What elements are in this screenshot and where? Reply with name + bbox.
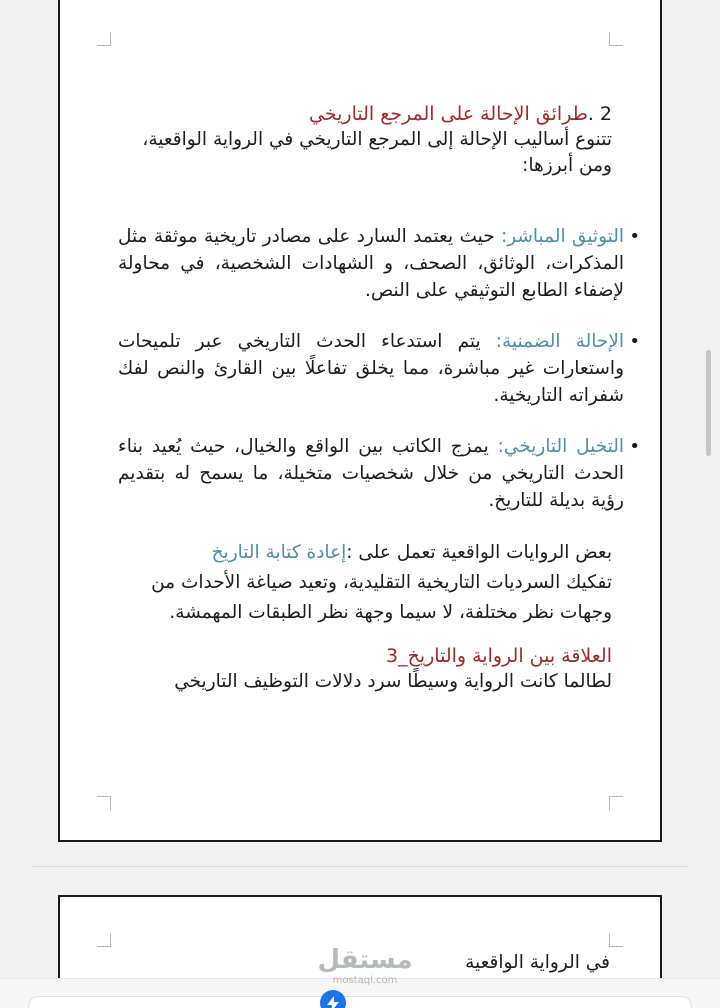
margin-corner-top-right: [609, 933, 623, 947]
section-3-heading: العلاقة بين الرواية والتاريخ_3: [385, 645, 612, 667]
bullet-term: الإحالة الضمنية:: [495, 331, 625, 352]
margin-corner-top-left: [97, 933, 111, 947]
bullet-dot: •: [629, 226, 640, 247]
section-2-heading: [118, 102, 612, 127]
watermark-brand: مستقل: [317, 945, 413, 975]
bullet-text: يمزج الكاتب بين الواقع والخيال، حيث يُعيد بناء الحدث التاريخي من خلال شخصيات متخيلة، ما يسمح له بتقديم رؤية بديلة للتاريخ.: [118, 436, 624, 511]
rewrite-history-paragraph: [118, 538, 612, 628]
section-3-text: لطالما كانت الرواية وسيطًا سرد دلالات التوظيف التاريخي: [174, 671, 612, 692]
bullet-item: [118, 433, 640, 514]
bullet-item: [118, 328, 640, 409]
section-3: [118, 644, 612, 695]
margin-corner-bottom-left: [97, 796, 111, 810]
margin-corner-top-left: [97, 32, 111, 46]
bullet-item: [118, 223, 640, 304]
rewrite-prefix: بعض الروايات الواقعية تعمل على :: [346, 542, 612, 563]
lightning-icon-glyph: [326, 996, 340, 1008]
bullet-dot: •: [629, 331, 640, 352]
section-2-intro: تتنوع أساليب الإحالة إلى المرجع التاريخي في الرواية الواقعية، ومن أبرزها:: [142, 129, 612, 176]
bullet-list: [118, 223, 640, 514]
page-content: [118, 102, 640, 695]
margin-corner-top-right: [609, 32, 623, 46]
page-2-text: في الرواية الواقعية: [465, 952, 610, 973]
page-separator: [32, 866, 688, 867]
watermark-url: mostaql.com: [332, 975, 398, 986]
bullet-text: حيث يعتمد السارد على مصادر تاريخية موثقة مثل المذكرات، الوثائق، الصحف، و الشهادات الشخصية، في محاولة لإضفاء الطابع التوثيقي على النص.: [118, 226, 624, 301]
document-page-1: [58, 0, 662, 842]
bullet-text: يتم استدعاء الحدث التاريخي عبر تلميحات واستعارات غير مباشرة، مما يخلق تفاعلًا بين القارئ والنص لفك شفراته التاريخية.: [118, 331, 624, 406]
scrollbar-thumb[interactable]: [706, 350, 711, 456]
margin-corner-bottom-right: [609, 796, 623, 810]
bullet-term: التخيل التاريخي:: [497, 436, 624, 457]
bottom-sheet-handle[interactable]: [28, 996, 692, 1008]
section-2-title: طرائق الإحالة على المرجع التاريخي: [309, 103, 588, 125]
rewrite-text: تفكيك السرديات التاريخية التقليدية، وتعيد صياغة الأحداث من وجهات نظر مختلفة، لا سيما وجهة نظر الطبقات المهمشة.: [151, 572, 612, 623]
watermark: [315, 945, 415, 987]
section-2-number: 2 .: [587, 103, 612, 125]
bullet-term: التوثيق المباشر:: [500, 226, 624, 247]
rewrite-term: إعادة كتابة التاريخ: [211, 542, 347, 563]
bullet-dot: •: [629, 436, 640, 457]
